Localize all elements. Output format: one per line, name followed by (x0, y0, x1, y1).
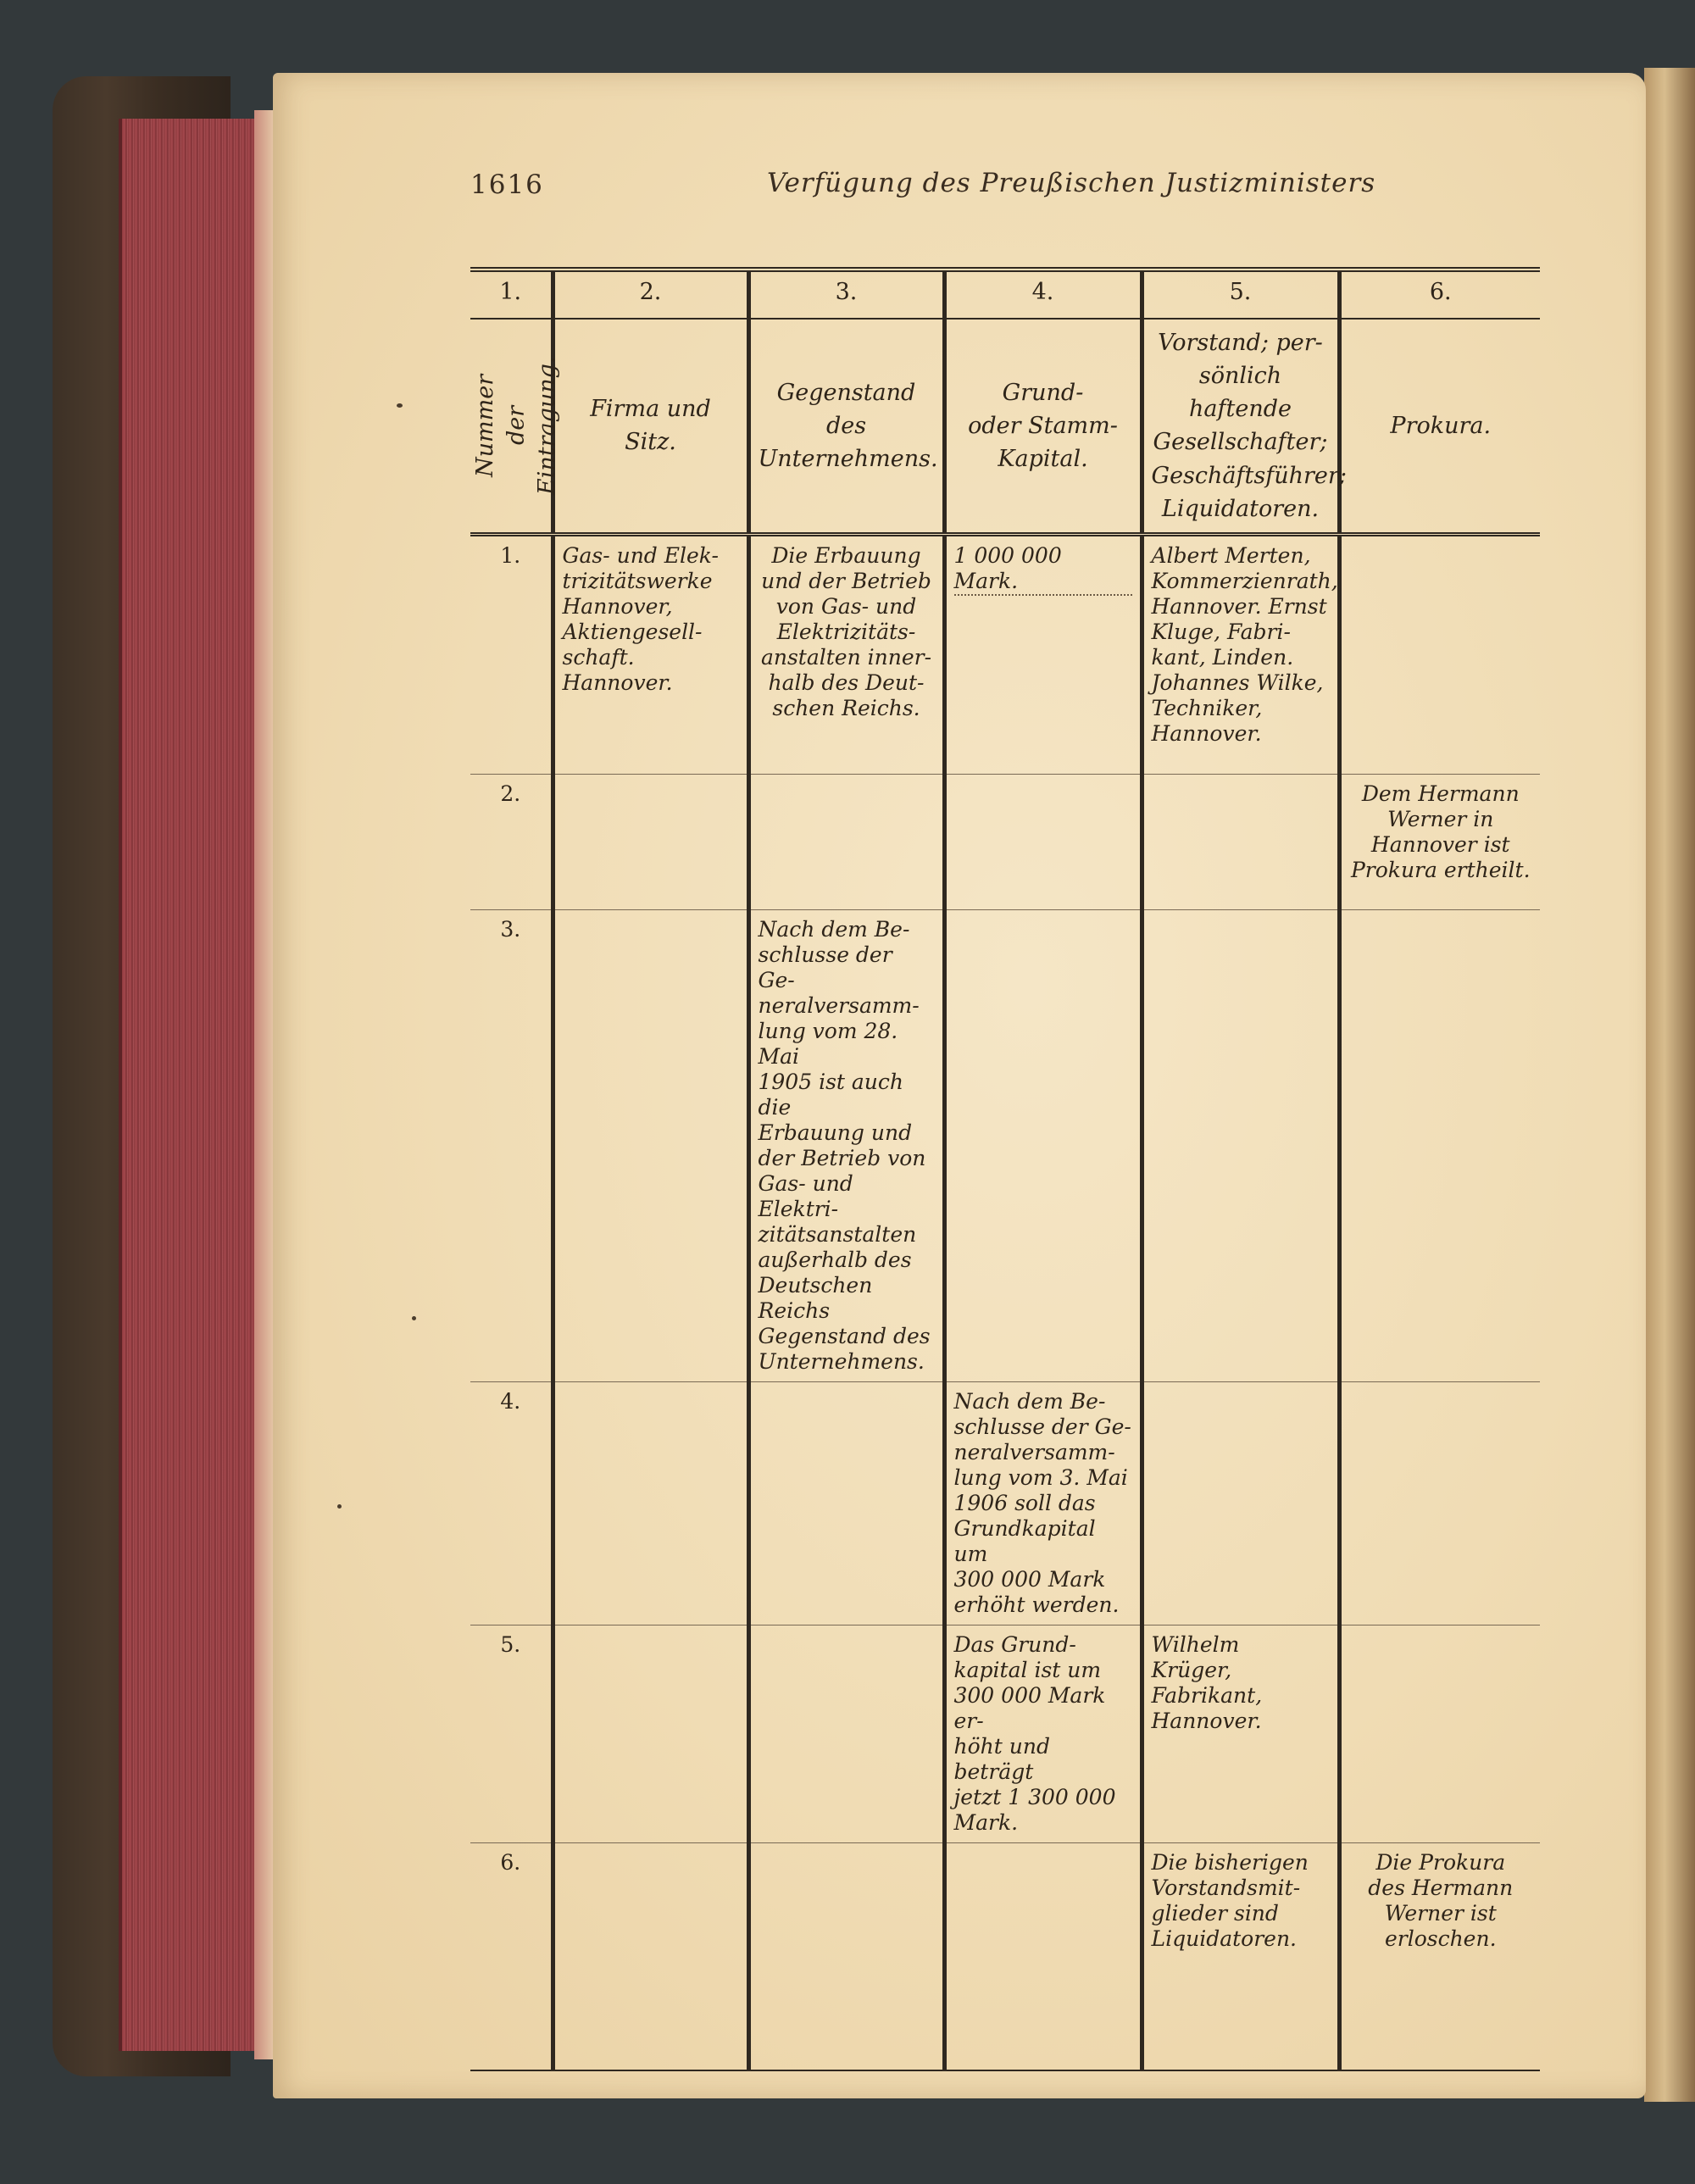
cell-prokura (1339, 774, 1540, 909)
cell-prokura (1339, 1625, 1540, 1842)
header-firma (553, 319, 748, 534)
cell-vorstand (1142, 1625, 1339, 1842)
table-row (470, 909, 1540, 1381)
cell-gegenstand-text: Die Erbauung und der Betrieb von Gas- und Elektrizitäts- anstalten inner- halb des Deut- schen Reichs. (760, 542, 932, 720)
cell-prokura (1339, 534, 1540, 774)
entry-number: 2. (470, 774, 553, 909)
cell-gegenstand (748, 1625, 944, 1842)
cell-firma (553, 774, 748, 909)
entry-number: 3. (470, 909, 553, 1381)
column-number: 6. (1339, 270, 1540, 319)
cell-gegenstand (748, 1842, 944, 2070)
facing-page-edge (1644, 68, 1695, 2102)
cell-vorstand-text: Albert Merten, Kommerzienrath, Hannover. Ernst Kluge, Fabri- kant, Linden. Johannes Wilke, Techniker, Hannover. (1151, 542, 1338, 746)
cell-kapital-text: Nach dem Be- schlusse der Ge- neralversamm- lung vom 3. Mai 1906 soll das Grundkapital um 300 000 Mark erhöht werden. (953, 1388, 1131, 1617)
cell-firma (553, 534, 748, 774)
cell-vorstand (1142, 534, 1339, 774)
page-number: 1616 (470, 169, 544, 200)
column-header-row (470, 319, 1540, 534)
header-entry-number-text: Nummer der Eintragung. (472, 356, 560, 496)
table-row (470, 534, 1540, 774)
cell-vorstand-text: Wilhelm Krüger, Fabrikant, Hannover. (1151, 1631, 1263, 1733)
table-row (470, 774, 1540, 909)
cell-vorstand (1142, 1842, 1339, 2070)
cell-gegenstand (748, 909, 944, 1381)
paper-speck (397, 403, 403, 408)
paper-speck (412, 1316, 416, 1320)
cell-vorstand (1142, 909, 1339, 1381)
table-row (470, 1381, 1540, 1625)
column-number: 3. (748, 270, 944, 319)
header-prokura-text: Prokura. (1390, 412, 1492, 439)
column-number: 5. (1142, 270, 1339, 319)
entry-number: 6. (470, 1842, 553, 2070)
column-number: 4. (944, 270, 1142, 319)
table-row (470, 1842, 1540, 2070)
page-edge-highlight (254, 110, 275, 2059)
cell-gegenstand-text: Nach dem Be- schlusse der Ge- neralversamm- lung vom 28. Mai 1905 ist auch die Erbauung und der Betrieb von Gas- und Elektri- zitätsanstalten außerhalb des Deutschen Reichs Gegenstand des Unternehmens. (758, 916, 931, 1374)
cell-firma-text: Gas- und Elek- trizitätswerke Hannover, Aktiengesell- schaft. Hannover. (562, 542, 719, 695)
cell-kapital (944, 774, 1142, 909)
column-number: 2. (553, 270, 748, 319)
cell-firma (553, 1842, 748, 2070)
cell-kapital (944, 1842, 1142, 2070)
cell-kapital (944, 909, 1142, 1381)
header-prokura (1339, 319, 1540, 534)
header-vorstand (1142, 319, 1347, 534)
cell-firma (553, 909, 748, 1381)
column-number: 1. (470, 270, 553, 319)
header-vorstand-text: Vorstand; per- sönlich haftende Gesellschafter; Geschäftsführer; Liquidatoren. (1151, 330, 1347, 522)
page-title: Verfügung des Preußischen Justizministers (767, 168, 1376, 198)
column-number-row (470, 270, 1540, 319)
cell-kapital (944, 534, 1142, 774)
cell-gegenstand (748, 534, 944, 774)
entry-number: 5. (470, 1625, 553, 1842)
entry-number: 1. (470, 534, 553, 774)
cell-gegenstand (748, 774, 944, 909)
cell-vorstand (1142, 774, 1339, 909)
paper-speck (337, 1504, 342, 1509)
entry-number: 4. (470, 1381, 553, 1625)
table-row (470, 1625, 1540, 1842)
page-edges (119, 119, 275, 2051)
cell-kapital-text: 1 000 000 Mark. (954, 543, 1132, 596)
header-kapital-text: Grund- oder Stamm- Kapital. (968, 379, 1118, 472)
cell-firma (553, 1381, 748, 1625)
cell-prokura-text: Die Prokura des Hermann Werner ist erloschen. (1368, 1849, 1514, 1951)
register-table (470, 267, 1540, 2071)
cell-kapital (944, 1625, 1142, 1842)
cell-kapital-text: Das Grund- kapital ist um 300 000 Mark er- höht und beträgt jetzt 1 300 000 Mark. (953, 1631, 1116, 1835)
cell-prokura (1339, 1842, 1540, 2070)
cell-kapital (944, 1381, 1142, 1625)
cell-vorstand-text: Die bisherigen Vorstandsmit- glieder sind Liquidatoren. (1151, 1849, 1309, 1951)
cell-gegenstand (748, 1381, 944, 1625)
header-gegenstand-text: Gegenstand des Unternehmens. (758, 379, 938, 472)
cell-firma (553, 1625, 748, 1842)
header-gegenstand (748, 319, 944, 534)
cell-prokura-text: Dem Hermann Werner in Hannover ist Prokura ertheilt. (1350, 781, 1531, 882)
cell-prokura (1339, 909, 1540, 1381)
header-kapital (944, 319, 1142, 534)
cell-prokura (1339, 1381, 1540, 1625)
header-firma-text: Firma und Sitz. (590, 396, 711, 456)
cell-vorstand (1142, 1381, 1339, 1625)
header-entry-number (470, 319, 560, 534)
